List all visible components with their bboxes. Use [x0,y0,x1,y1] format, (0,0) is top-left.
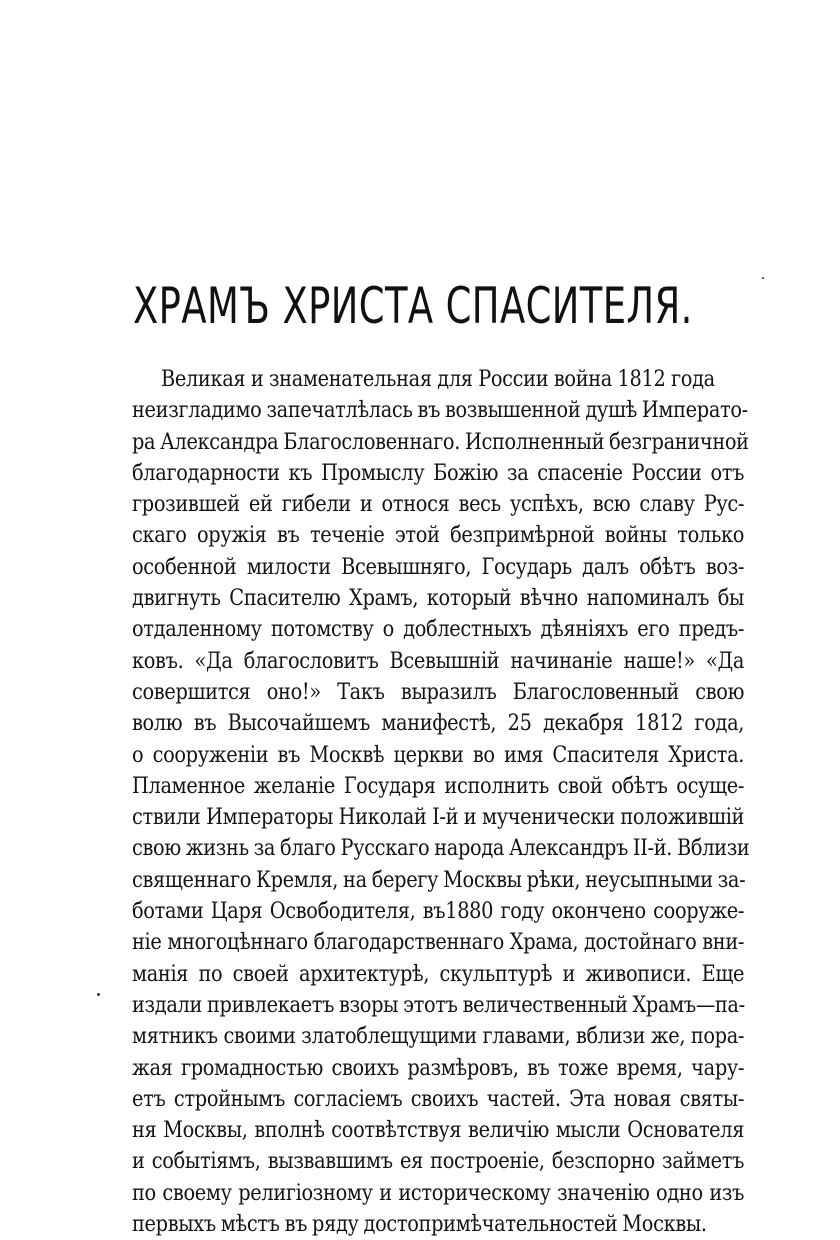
text-line: манія по своей архитектурѣ, скульптурѣ и живописи. Еще [132,960,745,987]
text-line: издали привлекаетъ взоры этотъ величественный Храмъ—па- [132,991,745,1018]
text-line: и событіямъ, вызвавшимъ ея построеніе, безспорно займетъ [132,1148,745,1175]
text-line: свою жизнь за благо Русскаго народа Александръ II-й. Вблизи [132,835,750,862]
scan-speck [762,277,764,279]
text-line: грозившей ей гибели и относя весь успѣхъ, всю славу Рус- [132,491,745,518]
text-line: по своему религіозному и историческому значенію одно изъ [132,1179,745,1206]
text-line: ня Москвы, вполнѣ соотвѣтствуя величію мысли Основателя [132,1117,745,1144]
text-line: священнаго Кремля, на берегу Москвы рѣки, неусыпными за- [132,866,746,893]
text-line: Великая и знаменательная для России война 1812 года [161,366,715,392]
text-line: мятникъ своими златоблещущими главами, вблизи же, пора- [132,1023,745,1050]
text-line: неизгладимо запечатлѣлась въ возвышенной душѣ Императо- [132,397,748,424]
scan-speck [97,993,100,996]
text-line: жая громадностью своихъ размѣровъ, въ тоже время, чару- [132,1054,745,1081]
text-line: первыхъ мѣстъ въ ряду достопримѣчательностей Москвы. [132,1211,707,1238]
text-line: волю въ Высочайшемъ манифестѣ, 25 декабря 1812 года, [132,710,745,737]
text-line: отдаленному потомству о доблестныхъ дѣяніяхъ его предъ- [132,616,745,643]
body-paragraph [132,364,750,1240]
text-line: ствили Императоры Николай І-й и мученически положившій [132,804,745,831]
text-line: скаго оружія въ теченіе этой безпримѣрной войны только [132,522,745,549]
text-line: ніе многоцѣннаго благодарственнаго Храма, достойнаго вни- [132,929,745,956]
text-line: двигнуть Спасителю Храмъ, который вѣчно напоминалъ бы [132,585,745,612]
text-line: ра Александра Благословеннаго. Исполненный безграничной [132,428,749,455]
text-line: етъ стройнымъ согласіемъ своихъ частей. Эта новая святы- [132,1085,745,1112]
text-line: Пламенное желаніе Государя исполнить свой обѣтъ осуще- [132,772,745,799]
page-title: ХРАМЪ ХРИСТА СПАСИТЕЛЯ. [133,277,693,335]
text-line: о сооруженіи въ Москвѣ церкви во имя Спасителя Христа. [132,741,745,768]
text-line: ковъ. «Да благословитъ Всевышній начинаніе наше!» «Да [132,647,745,674]
text-line: особенной милости Всевышняго, Государь далъ обѣтъ воз- [132,553,745,580]
text-line: совершится оно!» Такъ выразилъ Благословенный свою [132,678,745,705]
text-line: ботами Царя Освободителя, въ1880 году окончено сооруже- [132,898,745,925]
text-line: благодарности къ Промыслу Божію за спасеніе России отъ [132,459,745,486]
